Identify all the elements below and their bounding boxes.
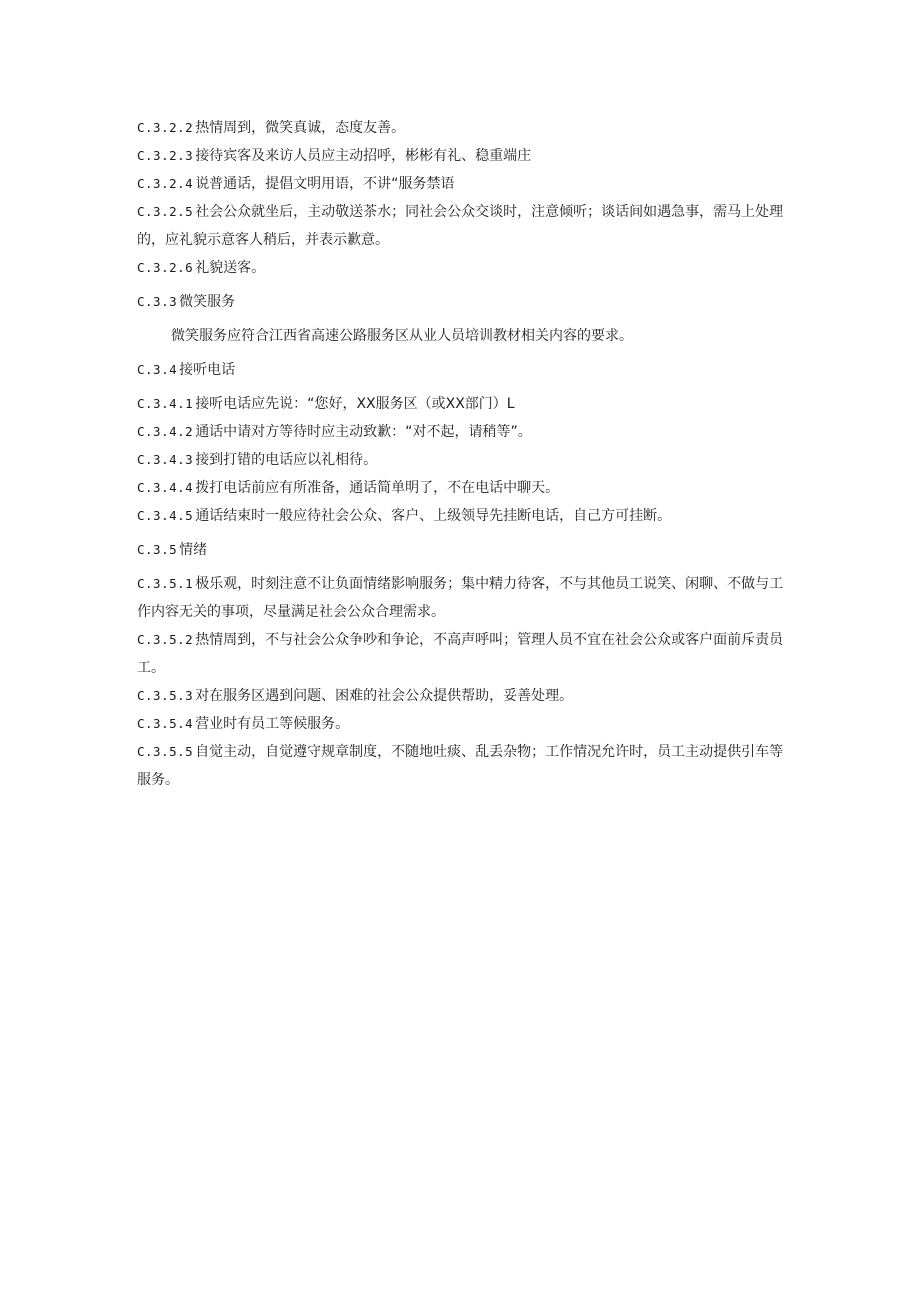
clause-c-3-2-3 bbox=[137, 142, 787, 170]
clause-text: 通话中请对方等待时应主动致歉：“对不起，请稍等”。 bbox=[195, 424, 532, 440]
clause-c-3-2-6 bbox=[137, 254, 787, 282]
clause-c-3-4-4 bbox=[137, 474, 787, 502]
section-number: C.3.3 bbox=[137, 294, 178, 309]
section-heading-c-3-5 bbox=[137, 536, 787, 564]
section-title: 情绪 bbox=[179, 542, 208, 558]
clause-c-3-4-5 bbox=[137, 502, 787, 530]
clause-text: 说普通话，提倡文明用语，不讲“服务禁语 bbox=[195, 176, 455, 192]
clause-number: C.3.5.5 bbox=[137, 744, 194, 759]
clause-number: C.3.2.5 bbox=[137, 204, 194, 219]
clause-number: C.3.2.2 bbox=[137, 120, 194, 135]
clause-c-3-5-5 bbox=[137, 738, 787, 794]
clause-number: C.3.2.4 bbox=[137, 176, 194, 191]
clause-c-3-2-4 bbox=[137, 170, 787, 198]
section-title: 微笑服务 bbox=[179, 294, 236, 310]
section-heading-c-3-3 bbox=[137, 288, 787, 316]
clause-text: 对在服务区遇到问题、困难的社会公众提供帮助，妥善处理。 bbox=[195, 688, 574, 704]
clause-c-3-5-1 bbox=[137, 570, 787, 626]
clause-c-3-5-3 bbox=[137, 682, 787, 710]
section-number: C.3.5 bbox=[137, 542, 178, 557]
clause-text: 礼貌送客。 bbox=[195, 260, 266, 276]
clause-text: 自觉主动，自觉遵守规章制度，不随地吐痰、乱丢杂物；工作情况允许时，员工主动提供引车等服务。 bbox=[137, 744, 784, 788]
clause-number: C.3.5.4 bbox=[137, 716, 194, 731]
clause-text: 接待宾客及来访人员应主动招呼，彬彬有礼、稳重端庄 bbox=[195, 148, 532, 164]
clause-c-3-5-2 bbox=[137, 626, 787, 682]
section-number: C.3.4 bbox=[137, 362, 178, 377]
clause-number: C.3.4.5 bbox=[137, 508, 194, 523]
clause-number: C.3.5.3 bbox=[137, 688, 194, 703]
clause-number: C.3.4.1 bbox=[137, 396, 194, 411]
clause-text: 拨打电话前应有所准备，通话简单明了，不在电话中聊天。 bbox=[195, 480, 560, 496]
document-body bbox=[137, 114, 787, 794]
clause-number: C.3.4.3 bbox=[137, 452, 194, 467]
clause-c-3-4-2 bbox=[137, 418, 787, 446]
clause-text: 接到打错的电话应以礼相待。 bbox=[195, 452, 378, 468]
clause-c-3-4-1 bbox=[137, 390, 787, 418]
section-title: 接听电话 bbox=[179, 362, 236, 378]
clause-c-3-4-3 bbox=[137, 446, 787, 474]
clause-c-3-5-4 bbox=[137, 710, 787, 738]
clause-text: 热情周到，不与社会公众争吵和争论，不高声呼叫；管理人员不宜在社会公众或客户面前斥责员工。 bbox=[137, 632, 784, 676]
clause-number: C.3.2.6 bbox=[137, 260, 194, 275]
clause-number: C.3.4.2 bbox=[137, 424, 194, 439]
clause-number: C.3.4.4 bbox=[137, 480, 194, 495]
clause-c-3-2-5 bbox=[137, 198, 787, 254]
section-paragraph: 微笑服务应符合江西省高速公路服务区从业人员培训教材相关内容的要求。 bbox=[171, 328, 633, 344]
clause-text: 通话结束时一般应待社会公众、客户、上级领导先挂断电话，自己方可挂断。 bbox=[195, 508, 672, 524]
clause-text: 营业时有员工等候服务。 bbox=[195, 716, 350, 732]
clause-number: C.3.5.1 bbox=[137, 576, 194, 591]
clause-text: 社会公众就坐后，主动敬送茶水；同社会公众交谈时，注意倾听；谈话间如遇急事，需马上处理的，应礼貌示意客人稍后，并表示歉意。 bbox=[137, 204, 784, 248]
clause-text: 热情周到，微笑真诚，态度友善。 bbox=[195, 120, 406, 136]
clause-number: C.3.5.2 bbox=[137, 632, 194, 647]
clause-text: 接听电话应先说：“您好，XX服务区（或XX部门）L bbox=[195, 396, 515, 412]
clause-text: 极乐观，时刻注意不让负面情绪影响服务；集中精力待客，不与其他员工说笑、闲聊、不做与工作内容无关的事项，尽量满足社会公众合理需求。 bbox=[137, 576, 784, 620]
clause-c-3-2-2 bbox=[137, 114, 787, 142]
section-heading-c-3-4 bbox=[137, 356, 787, 384]
clause-number: C.3.2.3 bbox=[137, 148, 194, 163]
